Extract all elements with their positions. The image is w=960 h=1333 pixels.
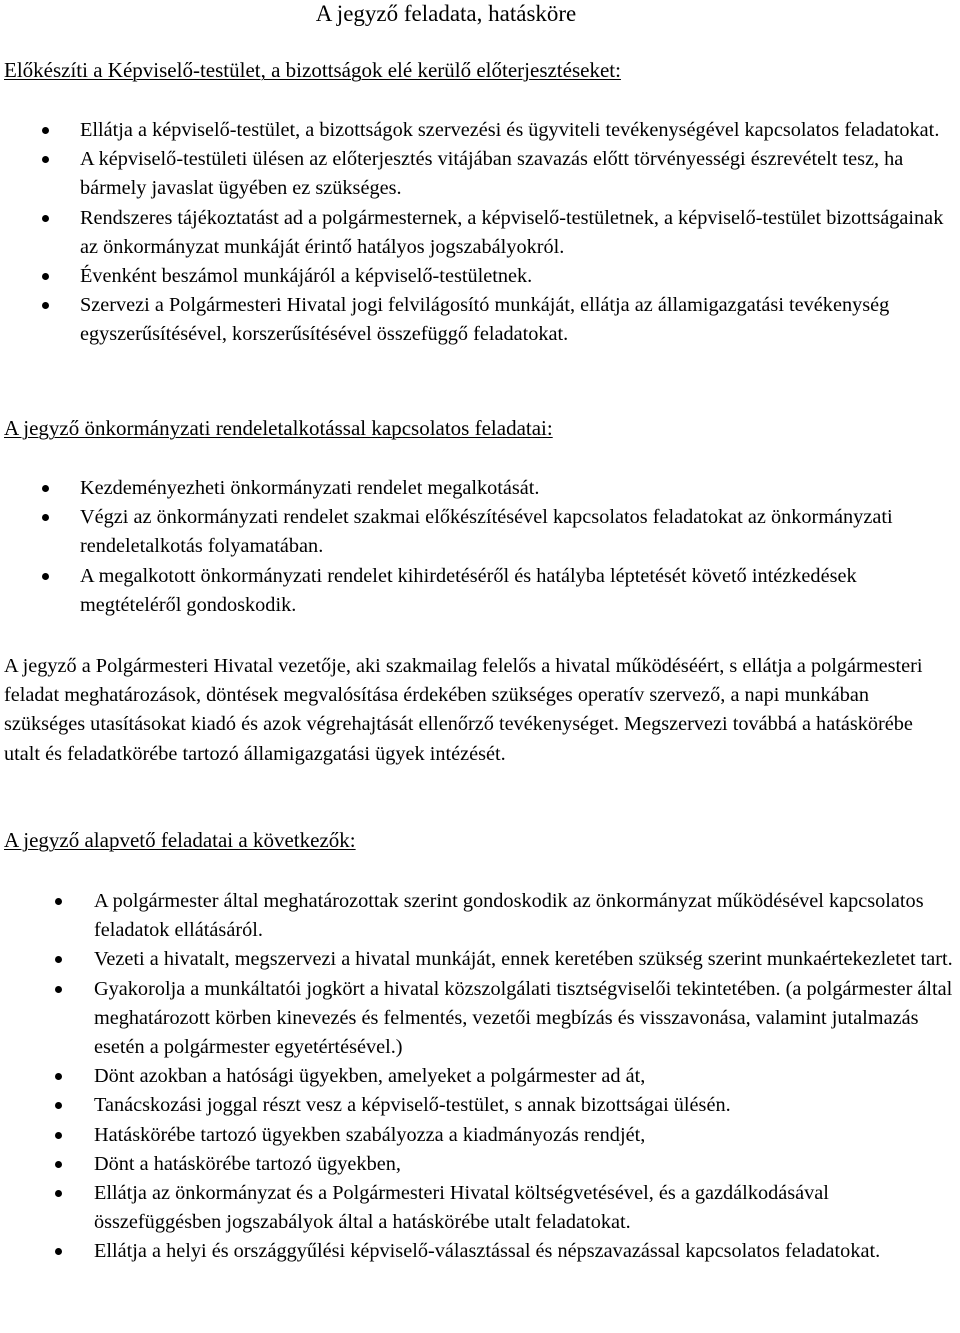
list-item: Gyakorolja a munkáltatói jogkört a hivatal közszolgálati tisztségviselői tekintetében. (a polgármester által meghatározott körben kinevezés és felmentés, vezetői megbízás és visszavonása, valamint jutalmazás esetén a polgármester egyetértésével.) [0,975,960,1063]
list-item: Rendszeres tájékoztatást ad a polgármesternek, a képviselő-testületnek, a képviselő-testület bizottságainak az önkormányzat munkáját érintő hatályos jogszabályokról. [0,204,960,262]
section2-heading: A jegyző önkormányzati rendeletalkotással kapcsolatos feladatai: [4,416,553,440]
list-item: Végzi az önkormányzati rendelet szakmai előkészítésével kapcsolatos feladatokat az önkormányzati rendeletalkotás folyamatában. [0,503,960,561]
list-item: Szervezi a Polgármesteri Hivatal jogi felvilágosító munkáját, ellátja az államigazgatási tevékenység egyszerűsítésével, korszerűsítésével összefüggő feladatokat. [0,291,960,349]
list-item: Kezdeményezheti önkormányzati rendelet megalkotását. [0,474,960,503]
section1-heading: Előkészíti a Képviselő-testület, a bizottságok elé kerülő előterjesztéseket: [4,58,621,82]
section2-list [0,474,960,620]
section3-heading: A jegyző alapvető feladatai a következők: [4,828,356,852]
list-item: Ellátja a képviselő-testület, a bizottságok szervezési és ügyviteli tevékenységével kapcsolatos feladatokat. [0,116,960,145]
list-item: Tanácskozási joggal részt vesz a képviselő-testület, s annak bizottságai ülésén. [0,1091,960,1120]
document-title: A jegyző feladata, hatásköre [315,1,577,26]
list-item: Hatáskörébe tartozó ügyekben szabályozza a kiadmányozás rendjét, [0,1121,960,1150]
body-paragraph: A jegyző a Polgármesteri Hivatal vezetője, aki szakmailag felelős a hivatal működéséért, s ellátja a polgármesteri feladat meghatározások, döntések megvalósítása érdekében szükséges operatív szervező, a napi munkában szükséges utasításokat kiadó és azok végrehajtását ellenőrző tevékenységet. Megszervezi továbbá a hatáskörébe utalt és feladatkörébe tartozó államigazgatási ügyek intézését. [4,655,923,765]
list-item: Dönt azokban a hatósági ügyekben, amelyeket a polgármester ad át, [0,1062,960,1091]
list-item: Vezeti a hivatalt, megszervezi a hivatal munkáját, ennek keretében szükség szerint munkaértekezletet tart. [0,945,960,974]
list-item: A polgármester által meghatározottak szerint gondoskodik az önkormányzat működésével kapcsolatos feladatok ellátásáról. [0,887,960,945]
list-item: Ellátja az önkormányzat és a Polgármesteri Hivatal költségvetésével, és a gazdálkodásával összefüggésben jogszabályok által a hatáskörébe utalt feladatokat. [0,1179,960,1237]
section1-list [0,116,960,350]
list-item: Ellátja a helyi és országgyűlési képviselő-választással és népszavazással kapcsolatos feladatokat. [0,1237,960,1266]
list-item: Évenként beszámol munkájáról a képviselő-testületnek. [0,262,960,291]
list-item: Dönt a hatáskörébe tartozó ügyekben, [0,1150,960,1179]
section3-list [0,887,960,1267]
list-item: A megalkotott önkormányzati rendelet kihirdetéséről és hatályba léptetését követő intézkedések megtételéről gondoskodik. [0,562,960,620]
list-item: A képviselő-testületi ülésen az előterjesztés vitájában szavazás előtt törvényességi észrevételt tesz, ha bármely javaslat ügyében ez szükséges. [0,145,960,203]
